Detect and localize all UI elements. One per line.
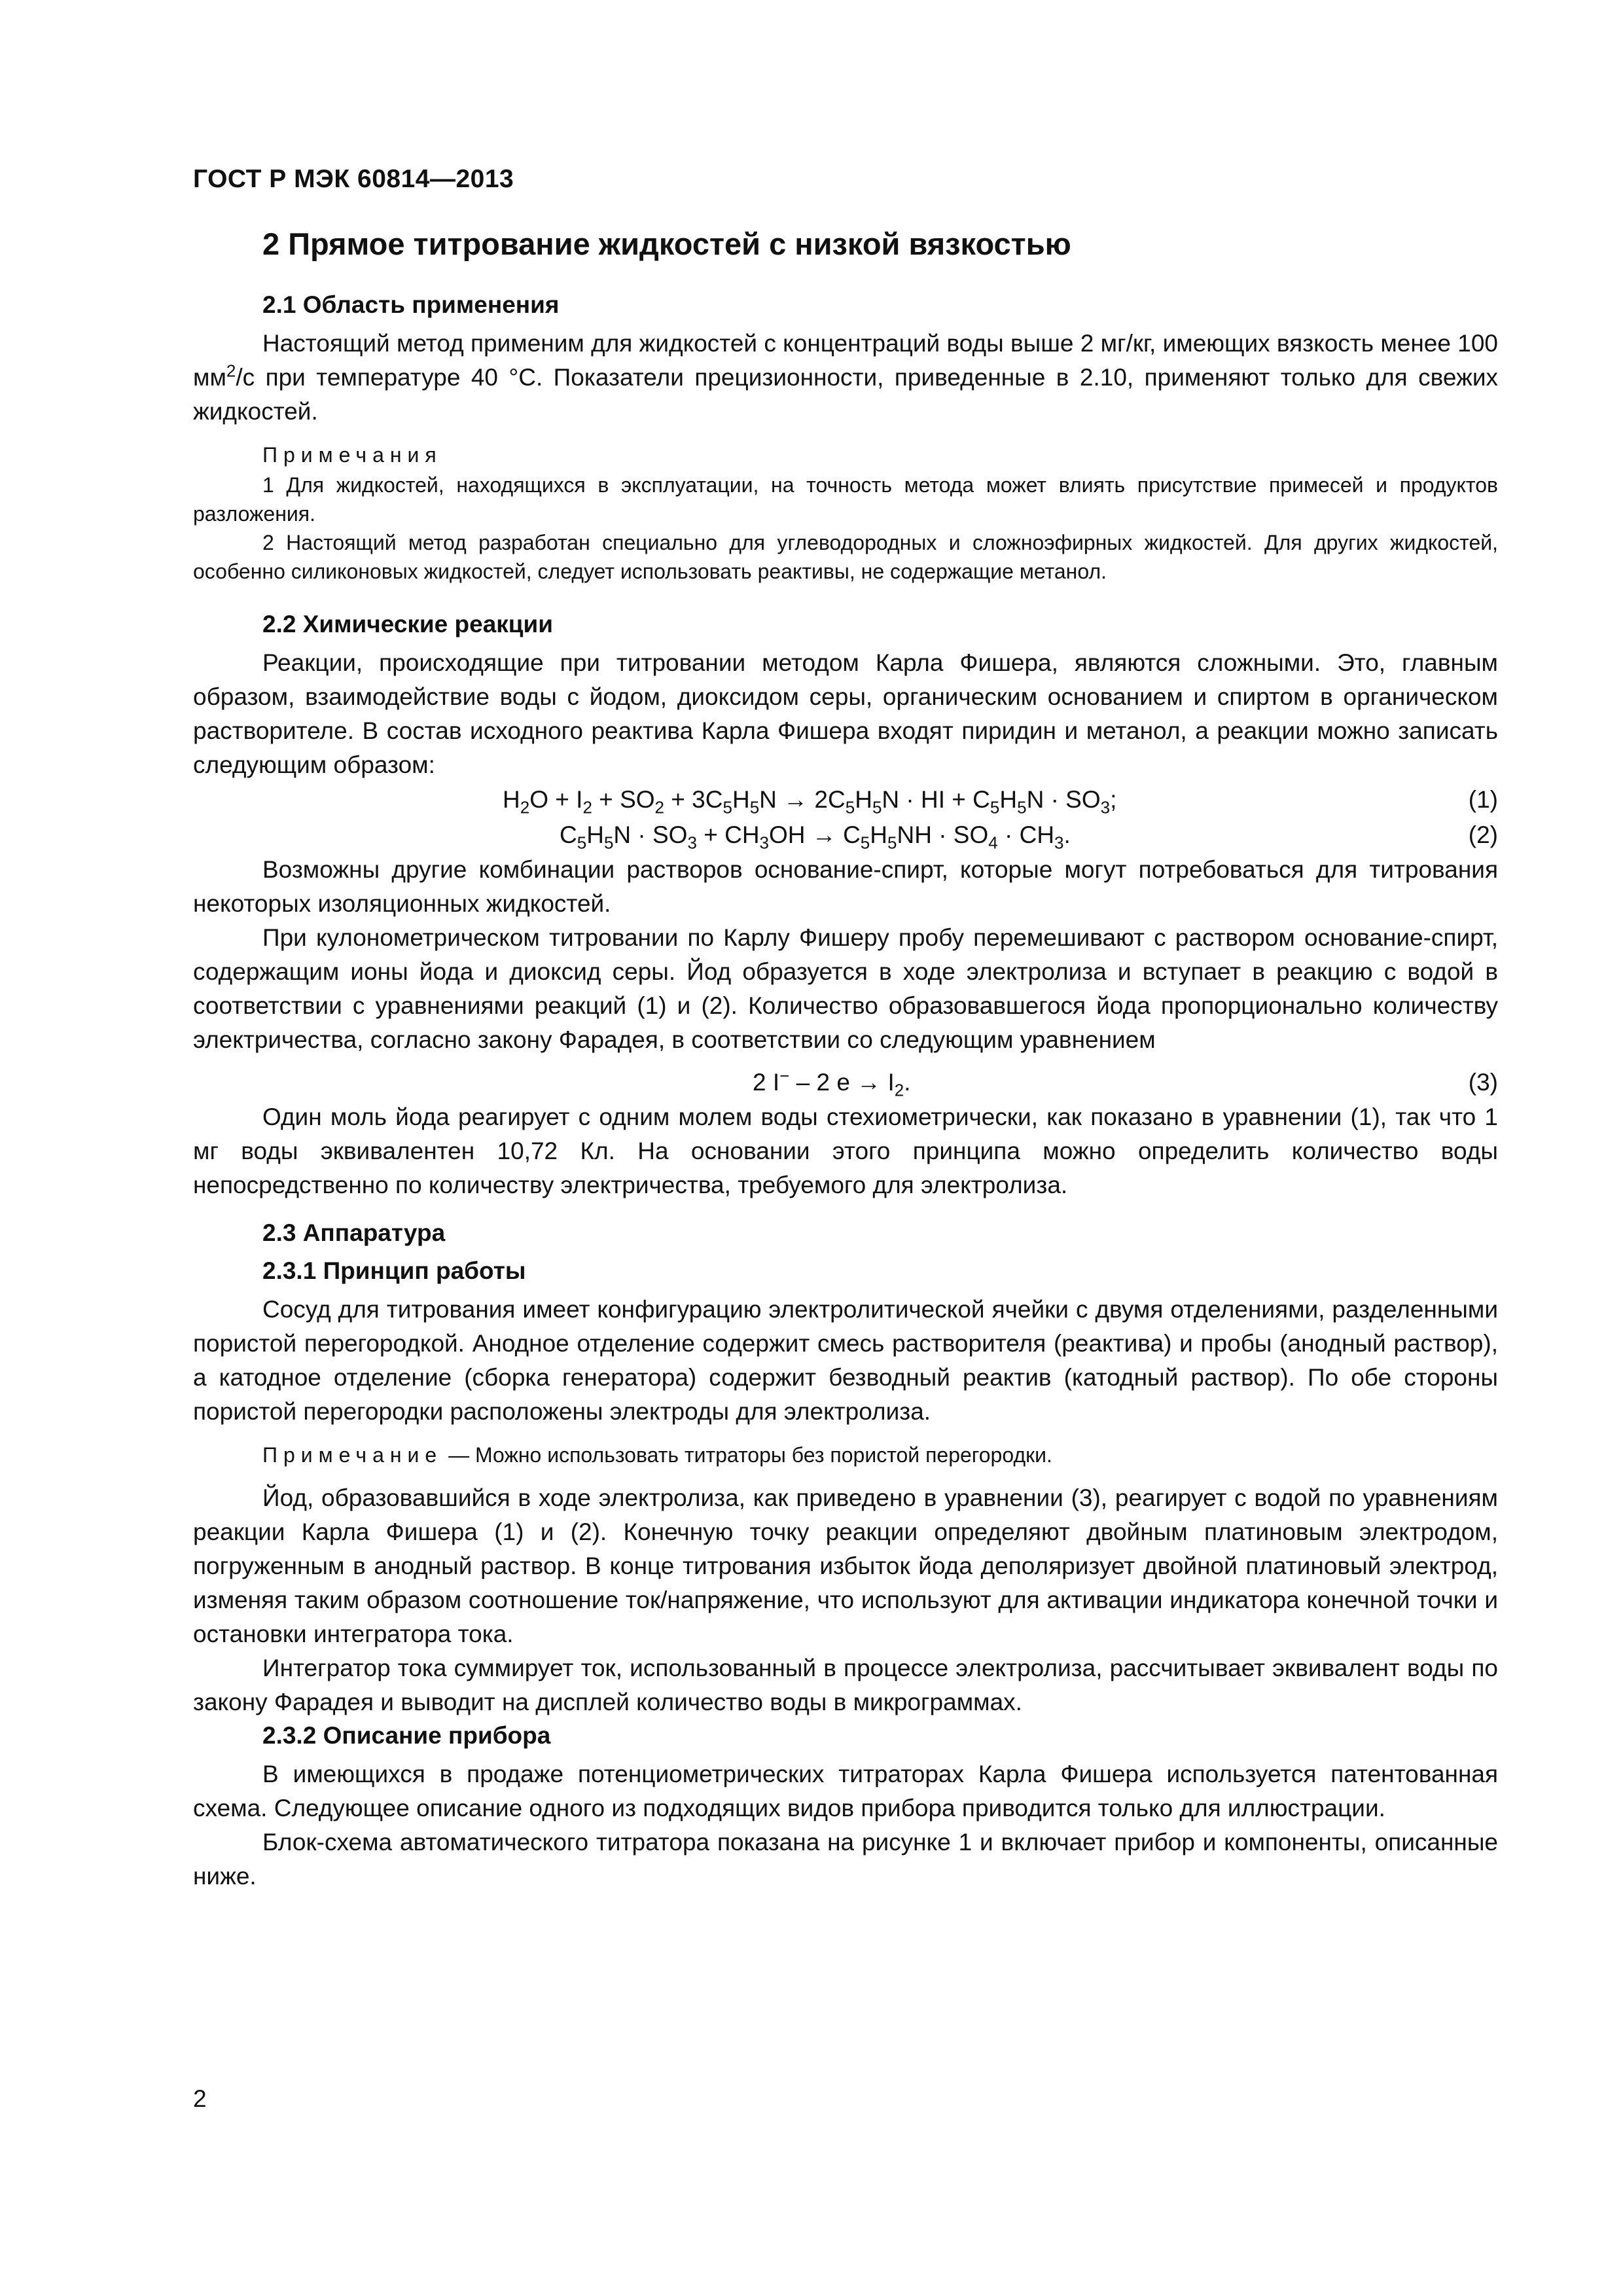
paragraph-mole: Один моль йода реагирует с одним молем воды стехиометрически, как показано в уравнении (1), так что 1 мг воды эквивалентен 10,72 Кл. На основании этого принципа можно определить количество воды непосредственно по количеству электричества, требуемого для электролиза. xyxy=(193,1103,1498,1199)
paragraph-iodine: Йод, образовавшийся в ходе электролиза, как приведено в уравнении (3), реагирует с водой по уравнениям реакции Карла Фишера (1) и (2). Конечную точку реакции определяют двойным платиновым электродом, погруженным в анодный раствор. В конце титрования избыток йода деполяризует двойной платиновый электрод, изменяя таким образом соотношение ток/напряжение, что используют для активации индикатора конечной точки и остановки интегратора тока. xyxy=(193,1484,1498,1648)
paragraph-reactions: Реакции, происходящие при титровании методом Карла Фишера, являются сложными. Это, главным образом, взаимодействие воды с йодом, диоксидом серы, органическим основанием и спиртом в органическом растворителе. В состав исходного реактива Карла Фишера входят пиридин и метанол, а реакции можно записать следующим образом: xyxy=(193,649,1498,779)
equation-1-number: (1) xyxy=(1468,786,1498,814)
note-text: — Можно использовать титраторы без пористой перегородки. xyxy=(442,1443,1052,1467)
subsection-title-2-3-1: 2.3.1 Принцип работы xyxy=(262,1257,526,1285)
paragraph-scope-part1: Настоящий метод применим для жидкостей с концентраций воды выше 2 мг/кг, имеющих вязкость менее 100 мм xyxy=(193,330,1498,391)
superscript-2: 2 xyxy=(226,361,236,381)
paragraph-vessel: Сосуд для титрования имеет конфигурацию электролитической ячейки с двумя отделениями, разделенными пористой перегородкой. Анодное отделение содержит смесь растворителя (реактива) и пробы (анодный раствор), а катодное отделение (сборка генератора) содержит безводный реактив (катодный раствор). По обе стороны пористой перегородки расположены электроды для электролиза. xyxy=(193,1296,1498,1426)
paragraph-coulometric: При кулонометрическом титровании по Карлу Фишеру пробу перемешивают с раствором основание-спирт, содержащим ионы йода и диоксид серы. Йод образуется в ходе электролиза и вступает в реакцию с водой в соответствии с уравнениями реакций (1) и (2). Количество образовавшегося йода пропорционально количеству электричества, согласно закону Фарадея, в соответствии со следующим уравнением xyxy=(193,924,1498,1054)
subsection-title-2-3: 2.3 Аппаратура xyxy=(262,1219,446,1247)
equation-2-row xyxy=(193,817,1498,853)
equation-3-row xyxy=(193,1065,1498,1100)
paragraph-combinations: Возможны другие комбинации растворов основание-спирт, которые могут потребоваться для титрования некоторых изоляционных жидкостей. xyxy=(193,856,1498,918)
section-title: 2 Прямое титрование жидкостей с низкой вязкостью xyxy=(262,226,1071,261)
page-content xyxy=(193,226,1498,1893)
note-2: 2 Настоящий метод разработан специально для углеводородных и сложноэфирных жидкостей. Для других жидкостей, особенно силиконовых жидкостей, следует использовать реактивы, не содержащие метанол. xyxy=(193,531,1498,584)
paragraph-device: В имеющихся в продаже потенциометрических титраторах Карла Фишера используется патентованная схема. Следующее описание одного из подходящих видов прибора приводится только для иллюстрации. xyxy=(193,1761,1498,1822)
equation-1-row xyxy=(193,782,1498,817)
equation-3-number: (3) xyxy=(1468,1069,1498,1096)
equation-1: $H_2O + I_2 + SO_2 + 3C_5H_5N \to 2C_5H_5N$ · HI + $C_5H_5N \cdot SO_3$; xyxy=(503,786,1117,817)
paragraph-block-diagram: Блок-схема автоматического титратора показана на рисунке 1 и включает прибор и компоненты, описанные ниже. xyxy=(193,1829,1498,1890)
document-header: ГОСТ Р МЭК 60814—2013 xyxy=(193,165,514,193)
paragraph-integrator: Интегратор тока суммирует ток, использованный в процессе электролиза, рассчитывает эквивалент воды по закону Фарадея и выводит на дисплей количество воды в микрограммах. xyxy=(193,1655,1498,1716)
note-1: 1 Для жидкостей, находящихся в эксплуатации, на точность метода может влиять присутствие примесей и продуктов разложения. xyxy=(193,473,1498,526)
paragraph-scope-part2: /с при температуре 40 °С. Показатели прецизионности, приведенные в 2.10, применяют только для свежих жидкостей. xyxy=(193,364,1498,425)
subsection-title-2-3-2: 2.3.2 Описание прибора xyxy=(262,1722,551,1749)
subsection-title-2-2: 2.2 Химические реакции xyxy=(262,611,554,638)
notes-title: Примечания xyxy=(262,443,442,467)
subsection-title-2-1: 2.1 Область применения xyxy=(262,291,560,319)
equation-2-number: (2) xyxy=(1468,821,1498,849)
note-label: Примечание xyxy=(262,1443,443,1467)
equation-2: $C_5H_5N \cdot SO_3 + CH_3OH \to C_5H_5NH \cdot SO_4 \cdot CH_3$. xyxy=(560,821,1071,853)
note-inline xyxy=(262,1441,1498,1469)
equation-3: 2 I− – 2 $e \to I_2$. xyxy=(753,1066,911,1100)
paragraph-scope xyxy=(193,327,1498,429)
page-number: 2 xyxy=(193,2085,207,2112)
